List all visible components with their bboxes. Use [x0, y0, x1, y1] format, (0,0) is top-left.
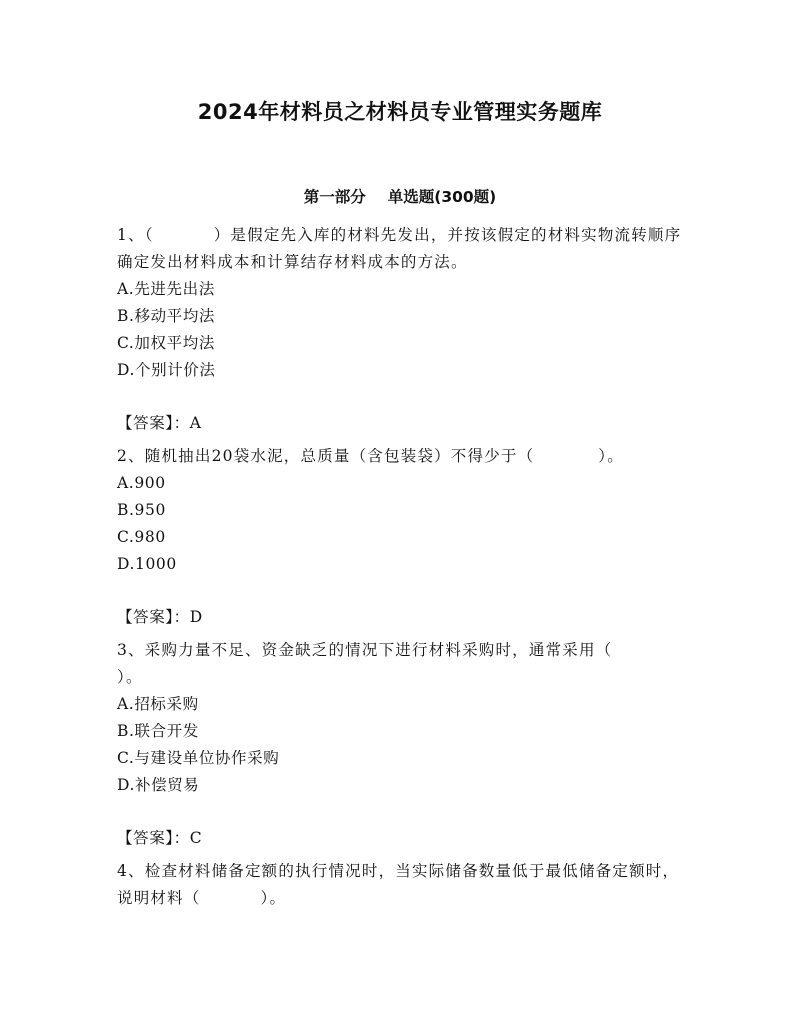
question-number: 2、 — [117, 447, 145, 465]
option-item: B.950 — [117, 501, 166, 519]
document-title: 2024年材料员之材料员专业管理实务题库 — [197, 100, 603, 124]
answer-label: 【答案】： — [117, 608, 190, 626]
question-list — [117, 222, 685, 912]
question-text: 1、（ ）是假定先入库的材料先发出，并按该假定的材料实物流转顺序确定发出材料成本和计算结存材料成本的方法。 — [117, 226, 682, 271]
option-item: D.补偿贸易 — [117, 776, 200, 794]
option-item: A.先进先出法 — [117, 280, 215, 298]
section-title — [0, 185, 800, 207]
question-number: 3、 — [117, 641, 145, 659]
option-item: C.与建设单位协作采购 — [117, 749, 280, 767]
option-item: D.1000 — [117, 555, 177, 573]
option-item: C.加权平均法 — [117, 334, 215, 352]
question-text: 4、检查材料储备定额的执行情况时，当实际储备数量低于最低储备定额时，说明材料（ ）。 — [117, 862, 680, 907]
answer-value: A — [189, 414, 202, 432]
question-item — [117, 222, 685, 437]
option-item: C.980 — [117, 528, 166, 546]
answer-label: 【答案】： — [117, 414, 190, 432]
answer-line — [117, 825, 685, 852]
question-number: 1、 — [117, 226, 145, 244]
option-item: B.移动平均法 — [117, 307, 216, 325]
question-text: 3、采购力量不足、资金缺乏的情况下进行材料采购时，通常采用（）。 — [117, 641, 613, 686]
question-item — [117, 858, 685, 912]
question-number: 4、 — [117, 862, 145, 880]
section-type-label: 单选题(300题) — [387, 188, 497, 206]
question-item — [117, 637, 685, 852]
answer-line — [117, 604, 685, 631]
option-item: D.个别计价法 — [117, 361, 216, 379]
question-item — [117, 443, 685, 631]
section-part-label: 第一部分 — [303, 188, 366, 206]
answer-value: D — [189, 608, 203, 626]
option-item: A.900 — [117, 474, 166, 492]
option-item: A.招标采购 — [117, 695, 199, 713]
option-item: B.联合开发 — [117, 722, 199, 740]
answer-value: C — [189, 829, 203, 847]
question-text: 2、随机抽出20袋水泥，总质量（含包装袋）不得少于（ ）。 — [117, 447, 624, 465]
answer-line — [117, 410, 685, 437]
answer-label: 【答案】： — [117, 829, 190, 847]
